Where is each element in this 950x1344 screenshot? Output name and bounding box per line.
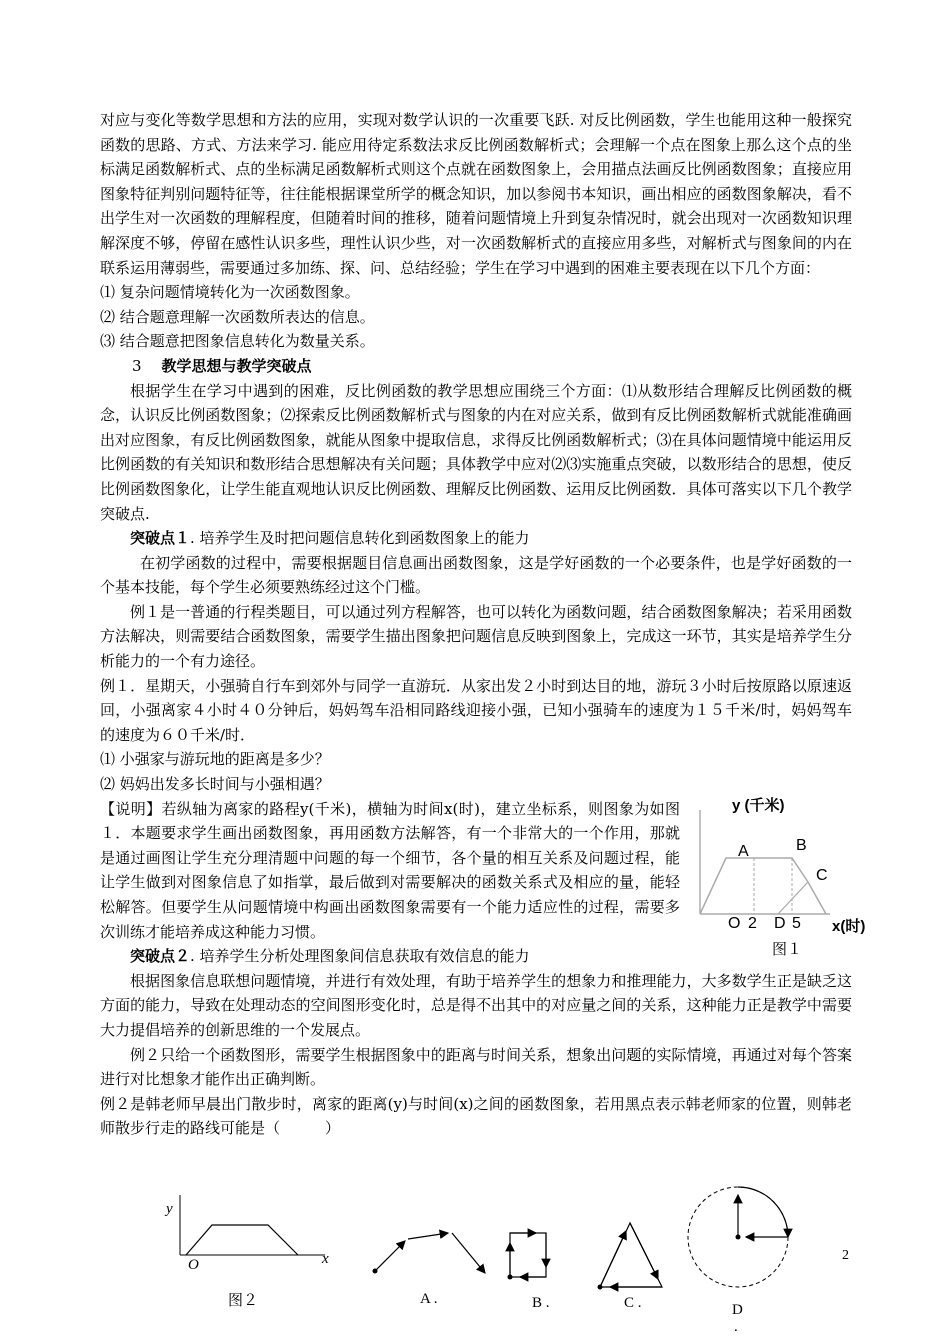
example-1-question-2: ⑵ 妈妈出发多长时间与小强相遇？ — [100, 775, 330, 794]
paragraph-teaching-idea: 根据学生在学习中遇到的困难，反比例函数的教学思想应围绕三个方面：⑴从数形结合理解反比例函数的概念，认识反比例函数图象；⑵探索反比例函数解析式与图象的内在对应关系，做到有反比例函数解析式就能准确画出对应图象，有反比例函数图象，就能从图象中提取信息，求得反比例函数解析式；⑶在具体问题情境中能运用反比例函数的有关知识和数形结合思想解决有关问题；具体教学中应对⑵⑶实施重点突破，以数形结合的思想，使反比例函数图象化，让学生能直观地认识反比例函数、理解反比例函数、运用反比例函数．具体可落实以下几个教学突破点. — [100, 381, 852, 523]
figure-2-x-label: x — [322, 1251, 329, 1267]
figure-1-tick-5: 5 — [792, 915, 801, 932]
figure-1-point-b: B — [796, 837, 807, 854]
option-c-label: C . — [624, 1295, 642, 1311]
difficulty-item-2: ⑵ 结合题意理解一次函数所表达的信息。 — [100, 307, 375, 326]
difficulty-item-1: ⑴ 复杂问题情境转化为一次函数图象。 — [100, 283, 360, 302]
section-number: 3 — [132, 356, 142, 375]
difficulty-item-3: ⑶ 结合题意把图象信息转化为数量关系。 — [100, 332, 375, 351]
option-d-path — [688, 1187, 788, 1287]
figure-2-origin: O — [188, 1257, 199, 1273]
paragraph-intro: 对应与变化等数学思想和方法的应用，实现对数学认识的一次重要飞跃. 对反比例函数，学生也能用这种一般探究函数的思路、方式、方法来学习. 能应用待定系数法求反比例函数解析式；会理解一个点在图象上那么这个点的坐标满足函数解析式、点的坐标满足函数解析式则这个点就在函数图象上，会用描点法画反比例函数图象；直接应用图象特征判别问题特征等，往往能根据课堂所学的概念知识，加以参阅书本知识，画出相应的函数图象解决，看不出学生对一次函数的理解程度，但随着时间的推移，随着问题情境上升到复杂情况时，就会出现对一次函数知识理解深度不够，停留在感性认识多些，理性认识少些，对一次函数解析式的直接应用多些，对解析式与图象间的内在联系运用薄弱些，需要通过多加练、探、问、总结经验；学生在学习中遇到的困难主要表现在以下几个方面： — [100, 111, 852, 277]
section-title: 教学思想与教学突破点 — [161, 356, 312, 375]
figure-1-caption: 图１ — [772, 942, 803, 958]
breakthrough-1-text: . 培养学生及时把问题信息转化到函数图象上的能力 — [190, 529, 530, 548]
paragraph-breakthrough-2: 根据图象信息联想问题情境，并进行有效处理，有助于培养学生的想象力和推理能力，大多数学生正是缺乏这方面的能力，导致在处理动态的空间图形变化时，总是得不出其中的对应量之间的关系，这种能力正是教学中需要大力提倡培养的创新思维的一个发展点。 — [100, 971, 852, 1039]
figure-1-x-label: x(时) — [832, 918, 866, 935]
mother-line — [778, 882, 808, 914]
option-a-path — [373, 1233, 486, 1274]
figure-2-caption: 图２ — [228, 1293, 259, 1309]
figure-1-point-d: D — [774, 915, 786, 932]
figure-1-tick-2: 2 — [748, 915, 757, 932]
paragraph-breakthrough-1: 在初学函数的过程中，需要根据题目信息画出函数图象，这是学好函数的一个必要条件，也是学好函数的一个基本技能，每个学生必须要熟练经过这个门槛。 — [100, 553, 852, 597]
example-1-note: 【说明】若纵轴为离家的路程y(千米)，横轴为时间x(时)，建立坐标系，则图象为如图１．本题要求学生画出函数图象，再用函数方法解答，有一个非常大的一个作用，那就是通过画图让学生充分理清题中问题的每一个细节，各个量的相互关系及问题过程，能让学生做到对图象信息了如指掌，最后做到对需要解决的函数关系式及相应的量，能轻松解答。但要学生从问题情境中构画出函数图象需要有一个能力适应性的过程，需要多次训练才能培养成这种能力习惯。 — [100, 799, 680, 941]
figure-2-row — [150, 1185, 890, 1340]
option-d-dot: . — [734, 1319, 738, 1335]
document-body — [100, 108, 852, 1141]
option-b-label: B . — [532, 1295, 550, 1311]
figure-2-y-label: y — [166, 1201, 173, 1217]
option-c-path — [598, 1223, 663, 1290]
figure-2-graphics — [150, 1185, 890, 1340]
breakthrough-1-heading — [100, 526, 852, 551]
example-1-question-1: ⑴ 小强家与游玩地的距离是多少？ — [100, 750, 330, 769]
breakthrough-1-label: 突破点１ — [130, 529, 191, 548]
section-heading — [100, 354, 852, 379]
page-number: 2 — [842, 1248, 849, 1263]
figure-1 — [692, 790, 882, 970]
distance-line — [700, 858, 826, 914]
breakthrough-2-label: 突破点２ — [130, 947, 191, 966]
example-1-problem: 例１．星期天，小强骑自行车到郊外与同学一直游玩．从家出发２小时到达目的地，游玩３小时后按原路以原速返回，小强离家４小时４０分钟后，妈妈驾车沿相同路线迎接小强，已知小强骑车的速度为１５千米/时，妈妈驾车的速度为６０千米/时． — [100, 676, 852, 744]
option-d-label: D — [732, 1302, 743, 1318]
paragraph-example-1-intro: 例１是一普通的行程类题目，可以通过列方程解答，也可以转化为函数问题，结合函数图象解决；若采用函数方法解决，则需要结合函数图象，需要学生描出图象把问题信息反映到图象上，完成这一环节，其实是培养学生分析能力的一个有力途径。 — [100, 602, 852, 671]
figure-1-point-c: C — [816, 867, 828, 884]
breakthrough-2-text: . 培养学生分析处理图象间信息获取有效信息的能力 — [190, 947, 530, 966]
option-b-path — [508, 1233, 547, 1280]
figure-2-line — [186, 1225, 298, 1255]
figure-1-point-a: A — [738, 843, 749, 860]
example-2-problem: 例２是韩老师早晨出门散步时，离家的距离(y)与时间(x)之间的函数图象，若用黑点表示韩老师家的位置，则韩老师散步行走的路线可能是（ ） — [100, 1094, 852, 1138]
figure-1-y-label: y (千米) — [732, 797, 785, 814]
figure-1-origin: O — [728, 915, 741, 932]
paragraph-example-2-intro: 例２只给一个函数图形，需要学生根据图象中的距离与时间关系，想象出问题的实际情境，再通过对每个答案进行对比想象才能作出正确判断。 — [100, 1045, 852, 1089]
option-a-label: A . — [420, 1291, 438, 1307]
